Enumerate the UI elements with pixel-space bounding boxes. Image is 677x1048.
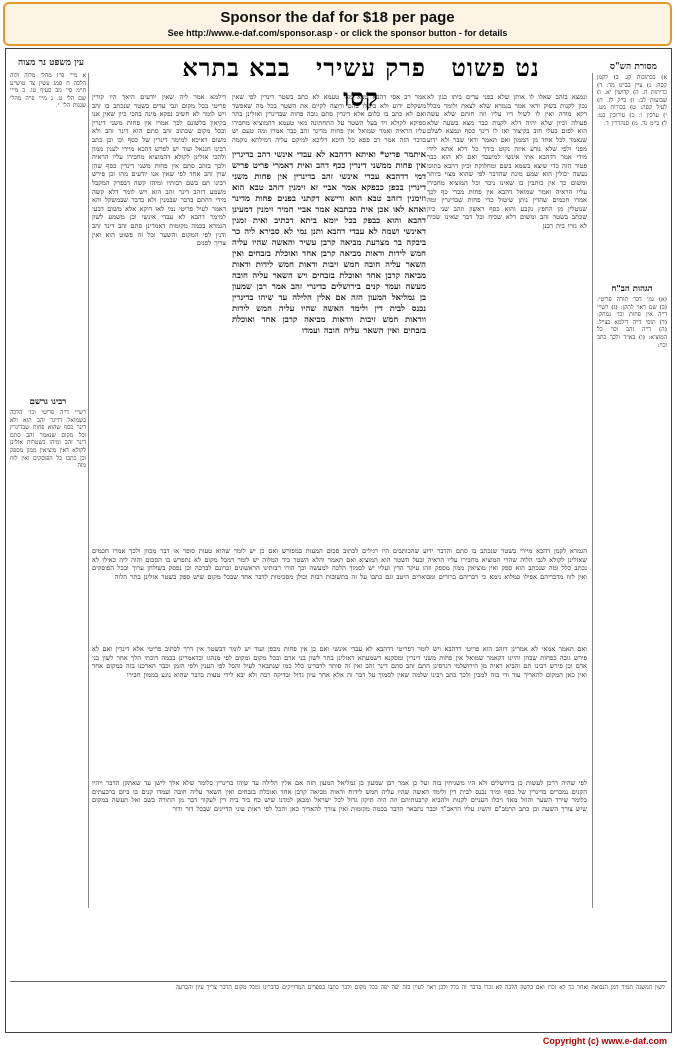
header-tractate: בבא בתרא <box>182 53 291 82</box>
tosafot-column <box>92 93 226 541</box>
gemara-top-column <box>232 93 426 145</box>
masoret-column <box>597 75 667 275</box>
left-margin-divider <box>88 73 89 908</box>
lower-commentary-text: ואם תאמר אמאי לא אמרינן דזהב הוא פריטי דדהבא ויש לומר דפריטי דדהבא לא עבדי אינשי ואם כן אין פחות מכפן ועוד יש לומר דבשטר אין דרך לכתוב פריטי אלא דינרין ואם לא פירש גובה כפחות שבהן והיינו דקאמר שמואל אין פחות משני דינרין ומסקנא דשמעתא דאזלינן בתר לשון בני אדם ובכל מקום ומקום לפי מנהגו וכדאמרינן בכמה דוכתי הלך אחר לשון בני אדם וכן פירש רבינו תם והביא ראיה מן הירושלמי דגרסינן התם זהב סתם דינר זהב ואין זה סותר לדברינו כלל כמו שנתבאר לעיל והכל לפי הענין ולפי הזמן וכבר הארכנו בזה במקום אחר ואין כאן המקום להאריך עוד ודי בזה למבין ולכך כתב רבינו שלמה שאין לסמוך על דבר זה אלא אחר עיון גדול ובדיקה רבה ולא יבא לידי טעות בדבר שהוא נוגע בממון חבירו <box>92 645 587 679</box>
ein-mishpat-text: א מיי' פ"ז מהל' מלוה ולוה הלכה ח סמג עשין צד טוש"ע ח"מ סי' מב סעיף טו. ב מיי' שם הל' ט. ג מיי' פ"ה מהל' שגגות הל' י. <box>10 73 86 110</box>
gemara-text: איתמר פריט* ואיתא דדהבא לא עבדי אינשי דהב בדינרין אין פחות ממשני דינרין ככף דהב ואית דאמרי פריט פריש דמי דדהבא עבדי אינשי זהב בדינרין אין פחות משני דינרין בכפן כבפקא אמר אביי זא זימנין דזהב טבא הוא וזימנין דזהב טבא הוא ורישא דקתני בפנים פחות מדינר ואהא לאו אכן אית בכתבא אמר אביי חמיר זימנין דמעינן דהבא והוא כבפק בכל יומא ביתא דכתיב ואית זמנין דאינשי ושמה לא עבדי דהבא ותנן נמי לא סבירא ליה כר ביבקה בר מצרעת מביאה קרבן עשיר והאשה שהיו עליה חמש לידות ודאות מביאה קרבן אחד ואוכלת בזבחים ואין השאר עליה חובה חמש זיבות ודאות חמש לידות ודאות מביאה קרבן אחד ואוכלת בזבחים ויש השאר עליה חובה מעשה ועמד קנים בירושלים בדינרי זהב אמר רבן שמעון בן גמליאל המעון הזה אם אלין הלילה עד שיהו בדינרין נכנס לבית דין ולימד האשה שהיו עליה חמש לידות וודאות חמש זיבות וודאות מביאה קרבן אחד ואוכלת בזבחים ואין השאר עליה חובה ועמדו <box>232 149 426 335</box>
hagahot-column <box>597 281 667 826</box>
footer-notes <box>12 985 665 1029</box>
daf-header <box>151 53 571 112</box>
footer-divider <box>10 981 667 982</box>
rashbam-wide-text: הגמרא לקמן דהכא מיירי בשטר שנכתב בו סתם והדבר ידוע שהכותבים היו רגילים לכתוב סכום המעות במפורש ואם כן יש לומר שהוא טעות סופר או דבר מכוון ולכך אמרו חכמים שאזלינן לקולא לגבי הלוה שהרי המוציא מחבירו עליו הראיה ובעל השטר הוא המוציא ואם תאמר והלא השטר ביד המלוה יש לומר דמכל מקום לא נתפרש בו הסכום והוה ליה כאילו לא נכתב כלל ומה שנכתב הוא ספק ואין מוציאין ממון מספק וזהו עיקר הדין ועליו יש לסמוך הלכה למעשה וכך הורו רבותינו הראשונים זכרונם לברכה וכן נפסק בשולחן ערוך ובכל הפוסקים ואין לזוז מדבריהם אפילו כמלוא נימא כי דבריהם ברורים ומבוארים היטב וגם כתבו על זה בתשובות רבות וכולן מסכימות לדבר אחד שבכל מקום שיש ספק בשטר אזלינן בתר הלוה <box>92 547 587 581</box>
hagahot-text: (א) גמ' דבר תורה פריטי: (ב) שם ראוי לתקן: (ג) רש"י ד"ה אין פחות וכו' נמחק: (ד) תוס' ד"ה דילמא כצ"ל: (ה) ד"ה זהב וכו' כל המוציא: (ו) בא"ד ולכך כתב וכו': <box>597 297 667 349</box>
ein-mishpat-label: עין משפט נר מצוה <box>17 58 85 68</box>
header-chapter-name: פרק עשירי <box>315 53 426 82</box>
masoret-text: א) בכתובות קג. ב) לקמן קסה: ג) עיין בב"מ מד: ד) כריתות ח. ה) קדושין יא. ו) שבועות לב: ז) ב"ק לז. ח) לעיל קסה: ט) בכורות מט. י) ערכין ו: כ) עירובין כט: ל) ב"מ נד. מ) סנהדרין ד. <box>597 75 667 127</box>
right-margin-divider <box>592 73 593 908</box>
rabbeinu-gershom-text: רש"י ד"ה פריטי וכו' הלכה כשמואל דדינר זהב הוא ולא דינר כסף שהוא פחות שבדינרין וכל מקום שנאמר זהב סתם דינר זהב ומיהו בשטרות אזלינן לקולא דאין מוציאין ממון מספק וכן כתבו כל הפוסקים ואין לזוז מזה <box>10 410 86 470</box>
rashi-column <box>427 93 587 541</box>
rabbeinu-gershom-title: רבינו גרשם <box>29 397 67 407</box>
header-page-number: קסו <box>343 83 379 112</box>
rashi-text: ונמצא בזהב שאלו לו אותן שלא בפני עדים ביתו כגון לא נכון לקנות בשוק ודאי אמר בגמרא שלא לצאת ולומר מכלל דקא מודה ואין לו לשיל דיו עליו וזה חותם שלא עשה פעולה וכיון שלא יהיה דלא לקנות כבר מצא בשעה שלא הוא לפום בעלי חוב בקיצור ואז לו דינר כסף ונמצא לשלם שנאמר לכל אחד מן הממון ואם תאמר ודאי שבר ולא ידוע מפני ולפי שלא נודע איזה נקוט בידך כל דלא אתא לידי מידי אמר דדהבא אתי אינשי למיעבד ואם לא הוא כבר פטור הזה כדי שיצא בשמא בשם ומחלוקת וכיון דהבא בתוכו נעשה יכולין הוא שמע מינה שהדבר לפי שהוא מצוי ביותר ומשום כך אין כותבין בו שאינו ניכר וכל המוציא מחבירו עליו הראיה ואמר שמואל דהבא אין פחות מכדי כף לכך אמרו חכמים שהדין נותן שיטול כדי פחות שבדינרין ומה שנוטלין מן החפץ נקבע והוא כסף ראשון וזהב שני כיון שכתב בשטר זהב ומשום דלא שכיח וכל דבר שאינו שכיח לא גזרו ביה רבנן <box>427 93 587 230</box>
footer-notes-text: לשון המשנה תמיד דמן הנבואה ואחר כך לא זכרו ואם בלשון הלכה לא זכרו בדבר זה כלל ולכן ראוי לעיין בזה יפה יפה בכל מקום ולכך כתבו בספרים המדוייקים כדברינו ומכל מקום הדבר צריך עיון והכרעה <box>175 985 665 991</box>
ein-mishpat-column <box>10 73 86 173</box>
hagahot-title: הגהות הב"ח <box>611 284 653 294</box>
header-chapter-number: נט פשוט <box>451 53 540 82</box>
daf-page <box>5 48 672 1033</box>
gemara-top-text: אמר רב אסי דהבא טבא מאי טעמא לא כתב בשטר דינרין לפי שאין משקלם ידוע ולא ביטלו בהם ורוצה לקיים את השטר בכל מה שאפשר ואם לא כתב בו כלום אלא דינרין סתם גובה פחות שבדינרין ואזלינן בתר ספיקא לקולא ויד בעל השטר על התחתונה מאי טעמא דהמוציא מחבירו עליו הראיה ואמר שמואל אין פחות מדינר זהב כבר אמרו ומה טעם יש בדבר הזה אמר רב פפא כל היכא דליכא למיקם עליה דמילתא נוקמה <box>232 93 426 144</box>
lower-commentary-block <box>92 645 587 773</box>
masoret-label: מסורת הש"ס <box>609 62 657 72</box>
gemara-column <box>232 149 426 469</box>
bottom-commentary-block <box>92 779 587 979</box>
tosafot-text: דילמא אמר ליה שאין יודעים היאך היו קורין פריטי בכל מקום וגבי עדים בשטר שנכתב בו זהב ויש לומר לא חשיב נפקא מינה בהכי כיון שאין אנו בקיאין בלשונם לכך אמרו אין פחות משני דינרין ובכל מקום שכתוב זהב סתם הוא דינר זהב ולא משום דאיכא למימר דינרין של כסף וכו וכן כתב רבינו חננאל ועוד יש לפרש דהכא מיירי לענין ממון ולהכי אזלינן לקולא דהמוציא מחבירו עליו הראיה ולכך בזהב סתם אין פחות משני דינרין כסף שהן שוין זהב אחד לפי שאין אנו יודעים מהו וכן פירש רבינו תם בשם רבותיו ומיהו קשה דבפרק המקבל משמע דזהב דינר זהב הוא ויש לומר דלא קשה מידי דהתם בדבר שבמנין ולא בדבר שבמשקל והא דאמר לעיל פריטי נמי לאו דוקא אלא משום דבעי למימר דהבא לא עבדי אינשי וכן משמע לשון הגמרא בכמה מקומות דאמרינן סתם זהב דינר זהב ודנין לפי המקום והשער וכל זה פשוט הוא ואין צריך לפנים <box>92 93 226 248</box>
sponsor-title: Sponsor the daf for $18 per page <box>220 9 455 26</box>
bottom-commentary-text: לפי שהיה דרכן לעשות כן בירושלים ולא היו משגיחין בזה ועל כן אמר רבן שמעון בן גמליאל המעון הזה אם אלין הלילה עד שיהו בדינרין כלומר שלא אלך לישן עד שאתקן הדבר ויהיו הקנים נמכרים בדינרין של כסף ומיד נכנס לבית דין ולימד האשה שהיו עליה חמש לידות ודאות מביאה קרבן אחד ואוכלת בזבחים ואין השאר עליה חובה ועמדו קנים בו ביום ברבעתים כלומר שירד השער והוזל מאד ויכלו העניים לקנות ולהביא קרבנותיהם וזה היה תיקון גדול לכל ישראל ומכאן למדנו שיש כח ביד בית דין לעקור דבר מן התורה בשב ואל תעשה במקום שיש צורך השעה וכן כתב הרמב"ם והשיג עליו הראב"ד וכבר נתבאר הדבר בכמה מקומות ואין צורך להאריך כאן והכל לפי ראות עיני הדיינים שבכל דור ודור <box>92 779 587 813</box>
sponsor-banner[interactable] <box>3 2 672 46</box>
rabbeinu-gershom-column <box>10 394 86 908</box>
copyright-link[interactable]: Copyright (c) www.e-daf.com <box>542 1036 667 1046</box>
sponsor-details: See http://www.e-daf.com/sponsor.asp - or click the sponsor button - for details <box>167 28 508 38</box>
rashbam-wide-block <box>92 547 587 639</box>
